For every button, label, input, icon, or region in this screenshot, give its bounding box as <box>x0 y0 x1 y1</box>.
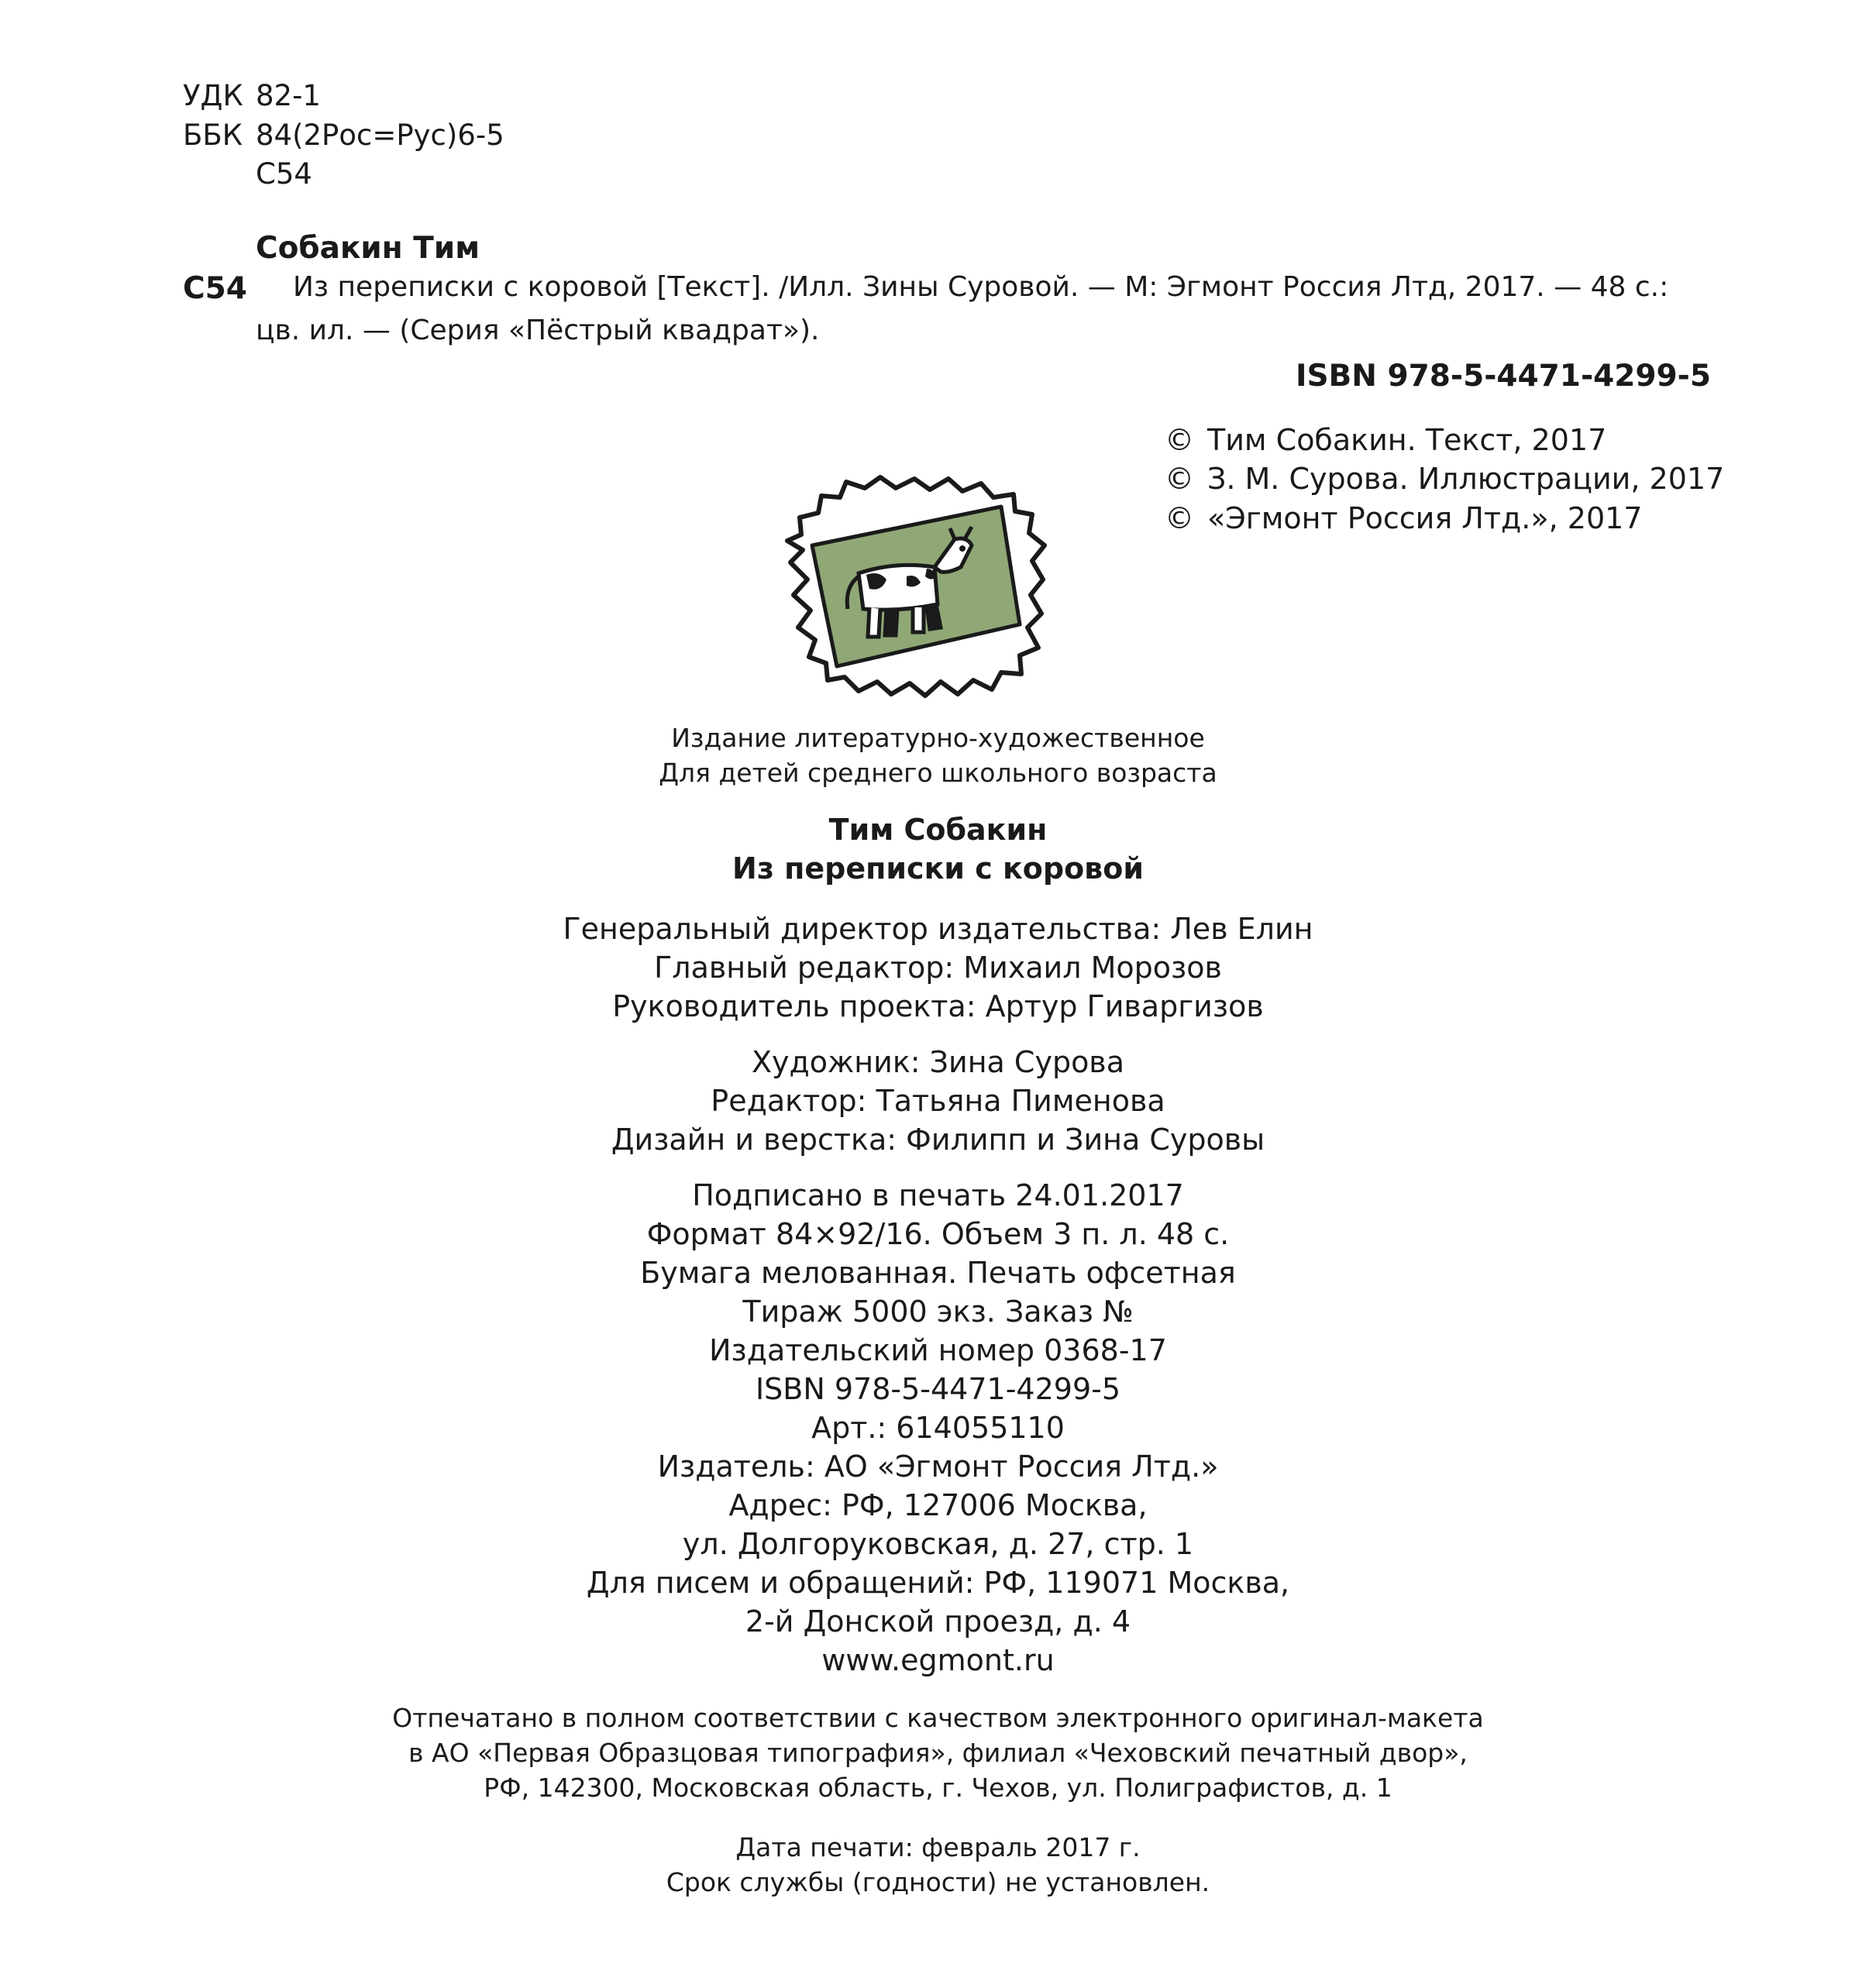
imprint-line: ул. Долгоруковская, д. 27, стр. 1 <box>682 1527 1194 1561</box>
copyright-symbol: © <box>1165 423 1194 457</box>
copyright-text: Тим Собакин. Текст, 2017 <box>1207 423 1607 457</box>
printer-line: Отпечатано в полном соответствии с качеством электронного оригинал-макета <box>392 1703 1484 1733</box>
copyright-line <box>1165 501 1642 535</box>
printer-line: РФ, 142300, Московская область, г. Чехов, ул. Полиграфистов, д. 1 <box>484 1773 1392 1803</box>
imprint-line: Подписано в печать 24.01.2017 <box>692 1178 1184 1212</box>
catalog-line-2: цв. ил. — (Серия «Пёстрый квадрат»). <box>256 315 820 346</box>
credit-line: Руководитель проекта: Артур Гиваргизов <box>612 989 1264 1023</box>
credit-line: Художник: Зина Сурова <box>752 1045 1124 1079</box>
edition-audience: Для детей среднего школьного возраста <box>659 758 1217 788</box>
copyright-text: З. М. Сурова. Иллюстрации, 2017 <box>1207 462 1725 496</box>
copyright-line <box>1165 462 1724 496</box>
credit-line: Дизайн и верстка: Филипп и Зина Суровы <box>611 1123 1265 1157</box>
credit-line: Генеральный директор издательства: Лев Елин <box>563 912 1313 946</box>
printer-line: в АО «Первая Образцовая типография», филиал «Чеховский печатный двор», <box>408 1738 1468 1768</box>
copyright-symbol: © <box>1165 462 1194 496</box>
copyright-line <box>1165 423 1606 457</box>
udk-value: 82-1 <box>256 79 321 112</box>
book-title: Из переписки с коровой <box>732 851 1144 885</box>
author-code: С54 <box>256 157 312 191</box>
imprint <box>0 1176 1876 1680</box>
printer-info <box>0 1700 1876 1805</box>
imprint-line: 2-й Донской проезд, д. 4 <box>745 1604 1131 1639</box>
credit-line: Редактор: Татьяна Пименова <box>711 1084 1165 1118</box>
catalog-code: С54 <box>183 271 247 306</box>
bbk-value: 84(2Рос=Рус)6-5 <box>256 119 504 152</box>
imprint-line: Бумага мелованная. Печать офсетная <box>640 1256 1236 1290</box>
imprint-line: Для писем и обращений: РФ, 119071 Москва, <box>586 1566 1290 1600</box>
imprint-line: Издательский номер 0368-17 <box>709 1333 1167 1367</box>
imprint-line: Издатель: АО «Эгмонт Россия Лтд.» <box>657 1449 1219 1484</box>
catalog-line-1: Из переписки с коровой [Текст]. /Илл. Зины Суровой. — М: Эгмонт Россия Лтд, 2017. — 48 с.: <box>293 271 1669 303</box>
edition-type: Издание литературно-художественное <box>671 723 1205 753</box>
credits-art <box>0 1043 1876 1159</box>
credits-management <box>0 910 1876 1026</box>
bbk-label: ББК <box>183 119 243 152</box>
print-footer <box>0 1830 1876 1900</box>
print-date: Дата печати: февраль 2017 г. <box>735 1832 1141 1862</box>
imprint-line: Адрес: РФ, 127006 Москва, <box>728 1488 1148 1522</box>
catalog-isbn: ISBN 978-5-4471-4299-5 <box>1295 359 1711 394</box>
credit-line: Главный редактор: Михаил Морозов <box>654 951 1222 985</box>
copyright-text: «Эгмонт Россия Лтд.», 2017 <box>1207 501 1643 535</box>
catalog-author: Собакин Тим <box>256 231 480 266</box>
imprint-line: Арт.: 614055110 <box>811 1411 1065 1445</box>
copyright-symbol: © <box>1165 501 1194 535</box>
imprint-line: Тираж 5000 экз. Заказ № <box>742 1295 1134 1329</box>
edition-info <box>0 720 1876 790</box>
imprint-line: Формат 84×92/16. Объем 3 п. л. 48 с. <box>646 1217 1230 1251</box>
book-author: Тим Собакин <box>828 813 1048 847</box>
website-link[interactable]: www.egmont.ru <box>821 1643 1055 1677</box>
cow-stamp-icon <box>783 471 1062 703</box>
udk-label: УДК <box>183 79 243 112</box>
imprint-line: ISBN 978-5-4471-4299-5 <box>755 1372 1121 1406</box>
shelf-life: Срок службы (годности) не установлен. <box>666 1867 1210 1897</box>
book-heading <box>0 810 1876 888</box>
